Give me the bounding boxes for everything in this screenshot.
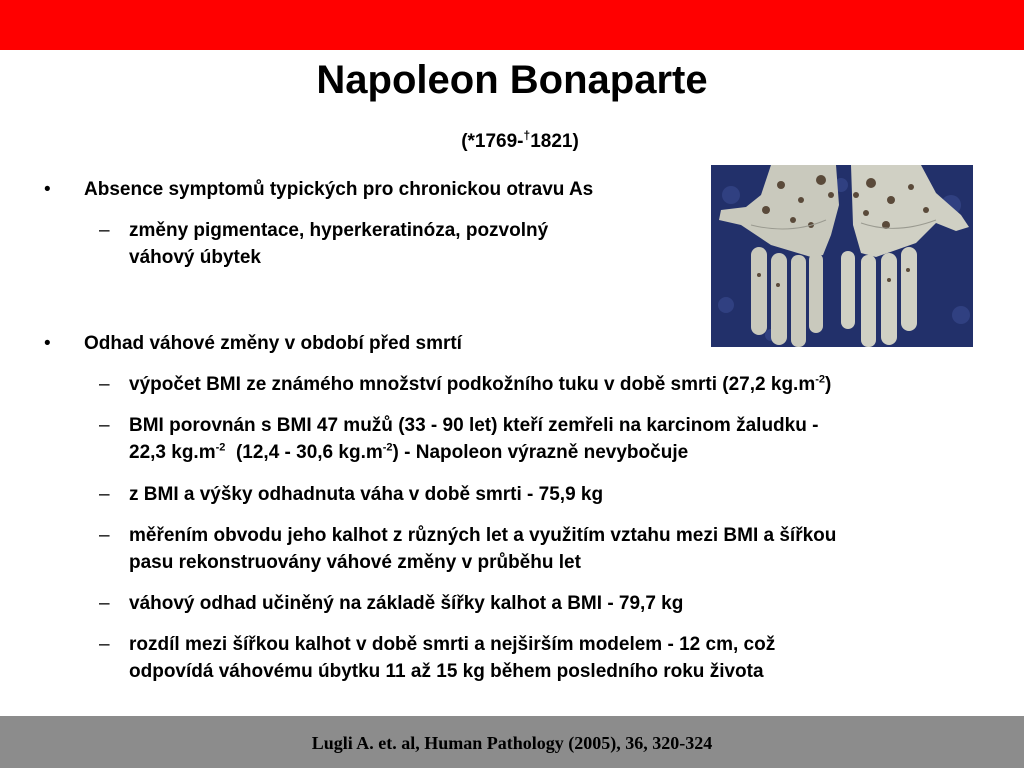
dash-mark: – bbox=[99, 634, 110, 655]
dash-mark: – bbox=[99, 415, 110, 436]
bullet-mark: • bbox=[44, 333, 51, 354]
bullet-mark: • bbox=[44, 179, 51, 200]
subtitle-death: 1821) bbox=[530, 131, 579, 152]
slide-title: Napoleon Bonaparte bbox=[316, 58, 708, 102]
sub-bullet-trousers-measure bbox=[99, 522, 837, 576]
bullet-weight-estimate bbox=[44, 330, 462, 357]
sub-bullet-text: z BMI a výšky odhadnuta váha v době smrti - 75,9 kg bbox=[129, 484, 604, 505]
sub-bullet-text: ) - Napoleon výrazně nevybočuje bbox=[392, 442, 689, 463]
dash-mark: – bbox=[99, 220, 110, 241]
sub-bullet-pigmentation bbox=[99, 217, 549, 271]
superscript: -2 bbox=[215, 441, 226, 454]
subtitle-birth: (*1769- bbox=[461, 131, 524, 152]
top-red-bar bbox=[0, 0, 1024, 50]
sub-bullet-weight-estimate bbox=[99, 590, 684, 617]
sub-bullet-bmi-compare bbox=[99, 412, 819, 466]
sub-bullet-line: pasu rekonstruovány váhové změny v průběhu let bbox=[129, 552, 581, 573]
sub-bullet-line: měřením obvodu jeho kalhot z různých let a využitím vztahu mezi BMI a šířkou bbox=[129, 525, 837, 546]
slide-subtitle bbox=[0, 128, 1024, 153]
bullet-absence-symptoms bbox=[44, 176, 594, 203]
dash-mark: – bbox=[99, 484, 110, 505]
bullet-text: Odhad váhové změny v období před smrtí bbox=[84, 333, 462, 354]
sub-bullet-bmi-calc bbox=[99, 371, 832, 398]
dagger-mark: † bbox=[523, 128, 531, 143]
bullet-text: Absence symptomů typických pro chronickou otravu As bbox=[84, 179, 594, 200]
sub-bullet-weight-death bbox=[99, 481, 604, 508]
sub-bullet-line: BMI porovnán s BMI 47 mužů (33 - 90 let) kteří zemřeli na karcinom žaludku - bbox=[129, 415, 819, 436]
superscript: -2 bbox=[815, 373, 825, 386]
dash-mark: – bbox=[99, 525, 110, 546]
sub-bullet-text: váhový odhad učiněný na základě šířky kalhot a BMI - 79,7 kg bbox=[129, 593, 684, 614]
sub-bullet-line: váhový úbytek bbox=[129, 247, 261, 268]
superscript: -2 bbox=[382, 441, 393, 454]
sub-bullet-text: výpočet BMI ze známého množství podkožního tuku v době smrti (27,2 kg.m bbox=[129, 374, 816, 395]
sub-bullet-text: ) bbox=[825, 374, 832, 395]
sub-bullet-text: 22,3 kg.m bbox=[129, 442, 216, 463]
sub-bullet-line: rozdíl mezi šířkou kalhot v době smrti a nejširším modelem - 12 cm, což bbox=[129, 634, 776, 655]
dash-mark: – bbox=[99, 374, 110, 395]
hands-illustration bbox=[711, 165, 973, 347]
sub-bullet-line: změny pigmentace, hyperkeratinóza, pozvolný bbox=[129, 220, 549, 241]
dash-mark: – bbox=[99, 593, 110, 614]
hands-photo bbox=[711, 165, 973, 347]
sub-bullet-line: odpovídá váhovému úbytku 11 až 15 kg během posledního roku života bbox=[129, 661, 764, 682]
sub-bullet-weight-loss bbox=[99, 631, 776, 685]
footer-citation: Lugli A. et. al, Human Pathology (2005), 36, 320-324 bbox=[311, 733, 713, 753]
sub-bullet-text: (12,4 - 30,6 kg.m bbox=[225, 442, 383, 463]
